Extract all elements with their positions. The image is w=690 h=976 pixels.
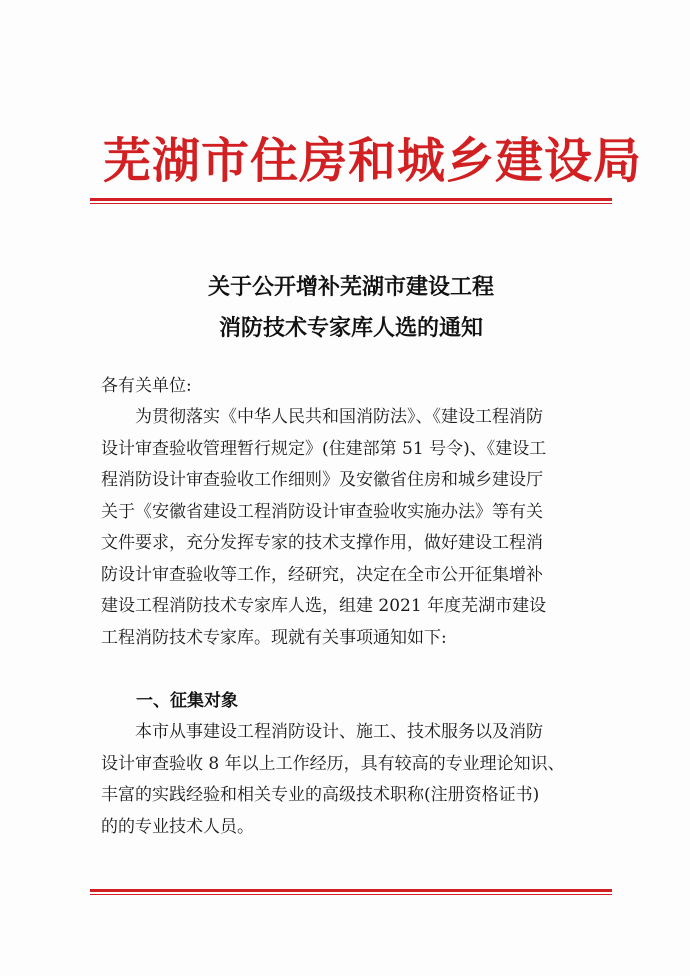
section-heading-recruitment-target: 一、征集对象 [136,691,238,711]
agency-header-title: 芜湖市住房和城乡建设局 [103,133,643,189]
header-red-rule-thick [90,198,612,201]
paragraph-line: 程消防设计审查验收工作细则》及安徽省住房和城乡建设厅 [101,470,543,490]
paragraph-line: 工程消防技术专家库。现就有关事项通知如下: [101,627,447,648]
footer-red-rule-thin [90,894,612,895]
paragraph-line: 本市从事建设工程消防设计、施工、技术服务以及消防 [135,722,543,742]
paragraph-line: 的的专业技术人员。 [101,816,254,837]
salutation: 各有关单位: [101,376,192,396]
footer-red-rule-thick [90,889,612,892]
header-red-rule-thin [90,203,612,204]
paragraph-recruitment-target [101,717,601,843]
notice-title-line-1: 关于公开增补芜湖市建设工程 [207,274,494,300]
notice-title-line-2: 消防技术专家库人选的通知 [218,315,483,341]
paragraph-line: 文件要求，充分发挥专家的技术支撑作用，做好建设工程消 [101,533,543,553]
paragraph-line: 关于《安徽省建设工程消防设计审查验收实施办法》等有关 [101,501,543,522]
paragraph-line: 设计审查验收 8 年以上工作经历，具有较高的专业理论知识、 [101,753,565,774]
paragraph-line: 丰富的实践经验和相关专业的高级技术职称(注册资格证书) [101,785,540,805]
paragraph-intro [101,402,601,654]
paragraph-line: 防设计审查验收等工作，经研究，决定在全市公开征集增补 [101,564,543,585]
paragraph-line: 建设工程消防技术专家库人选，组建 2021 年度芜湖市建设 [101,596,547,616]
paragraph-line: 为贯彻落实《中华人民共和国消防法》、《建设工程消防 [135,407,543,427]
paragraph-line: 设计审查验收管理暂行规定》(住建部第 51 号令)、《建设工 [101,438,547,459]
